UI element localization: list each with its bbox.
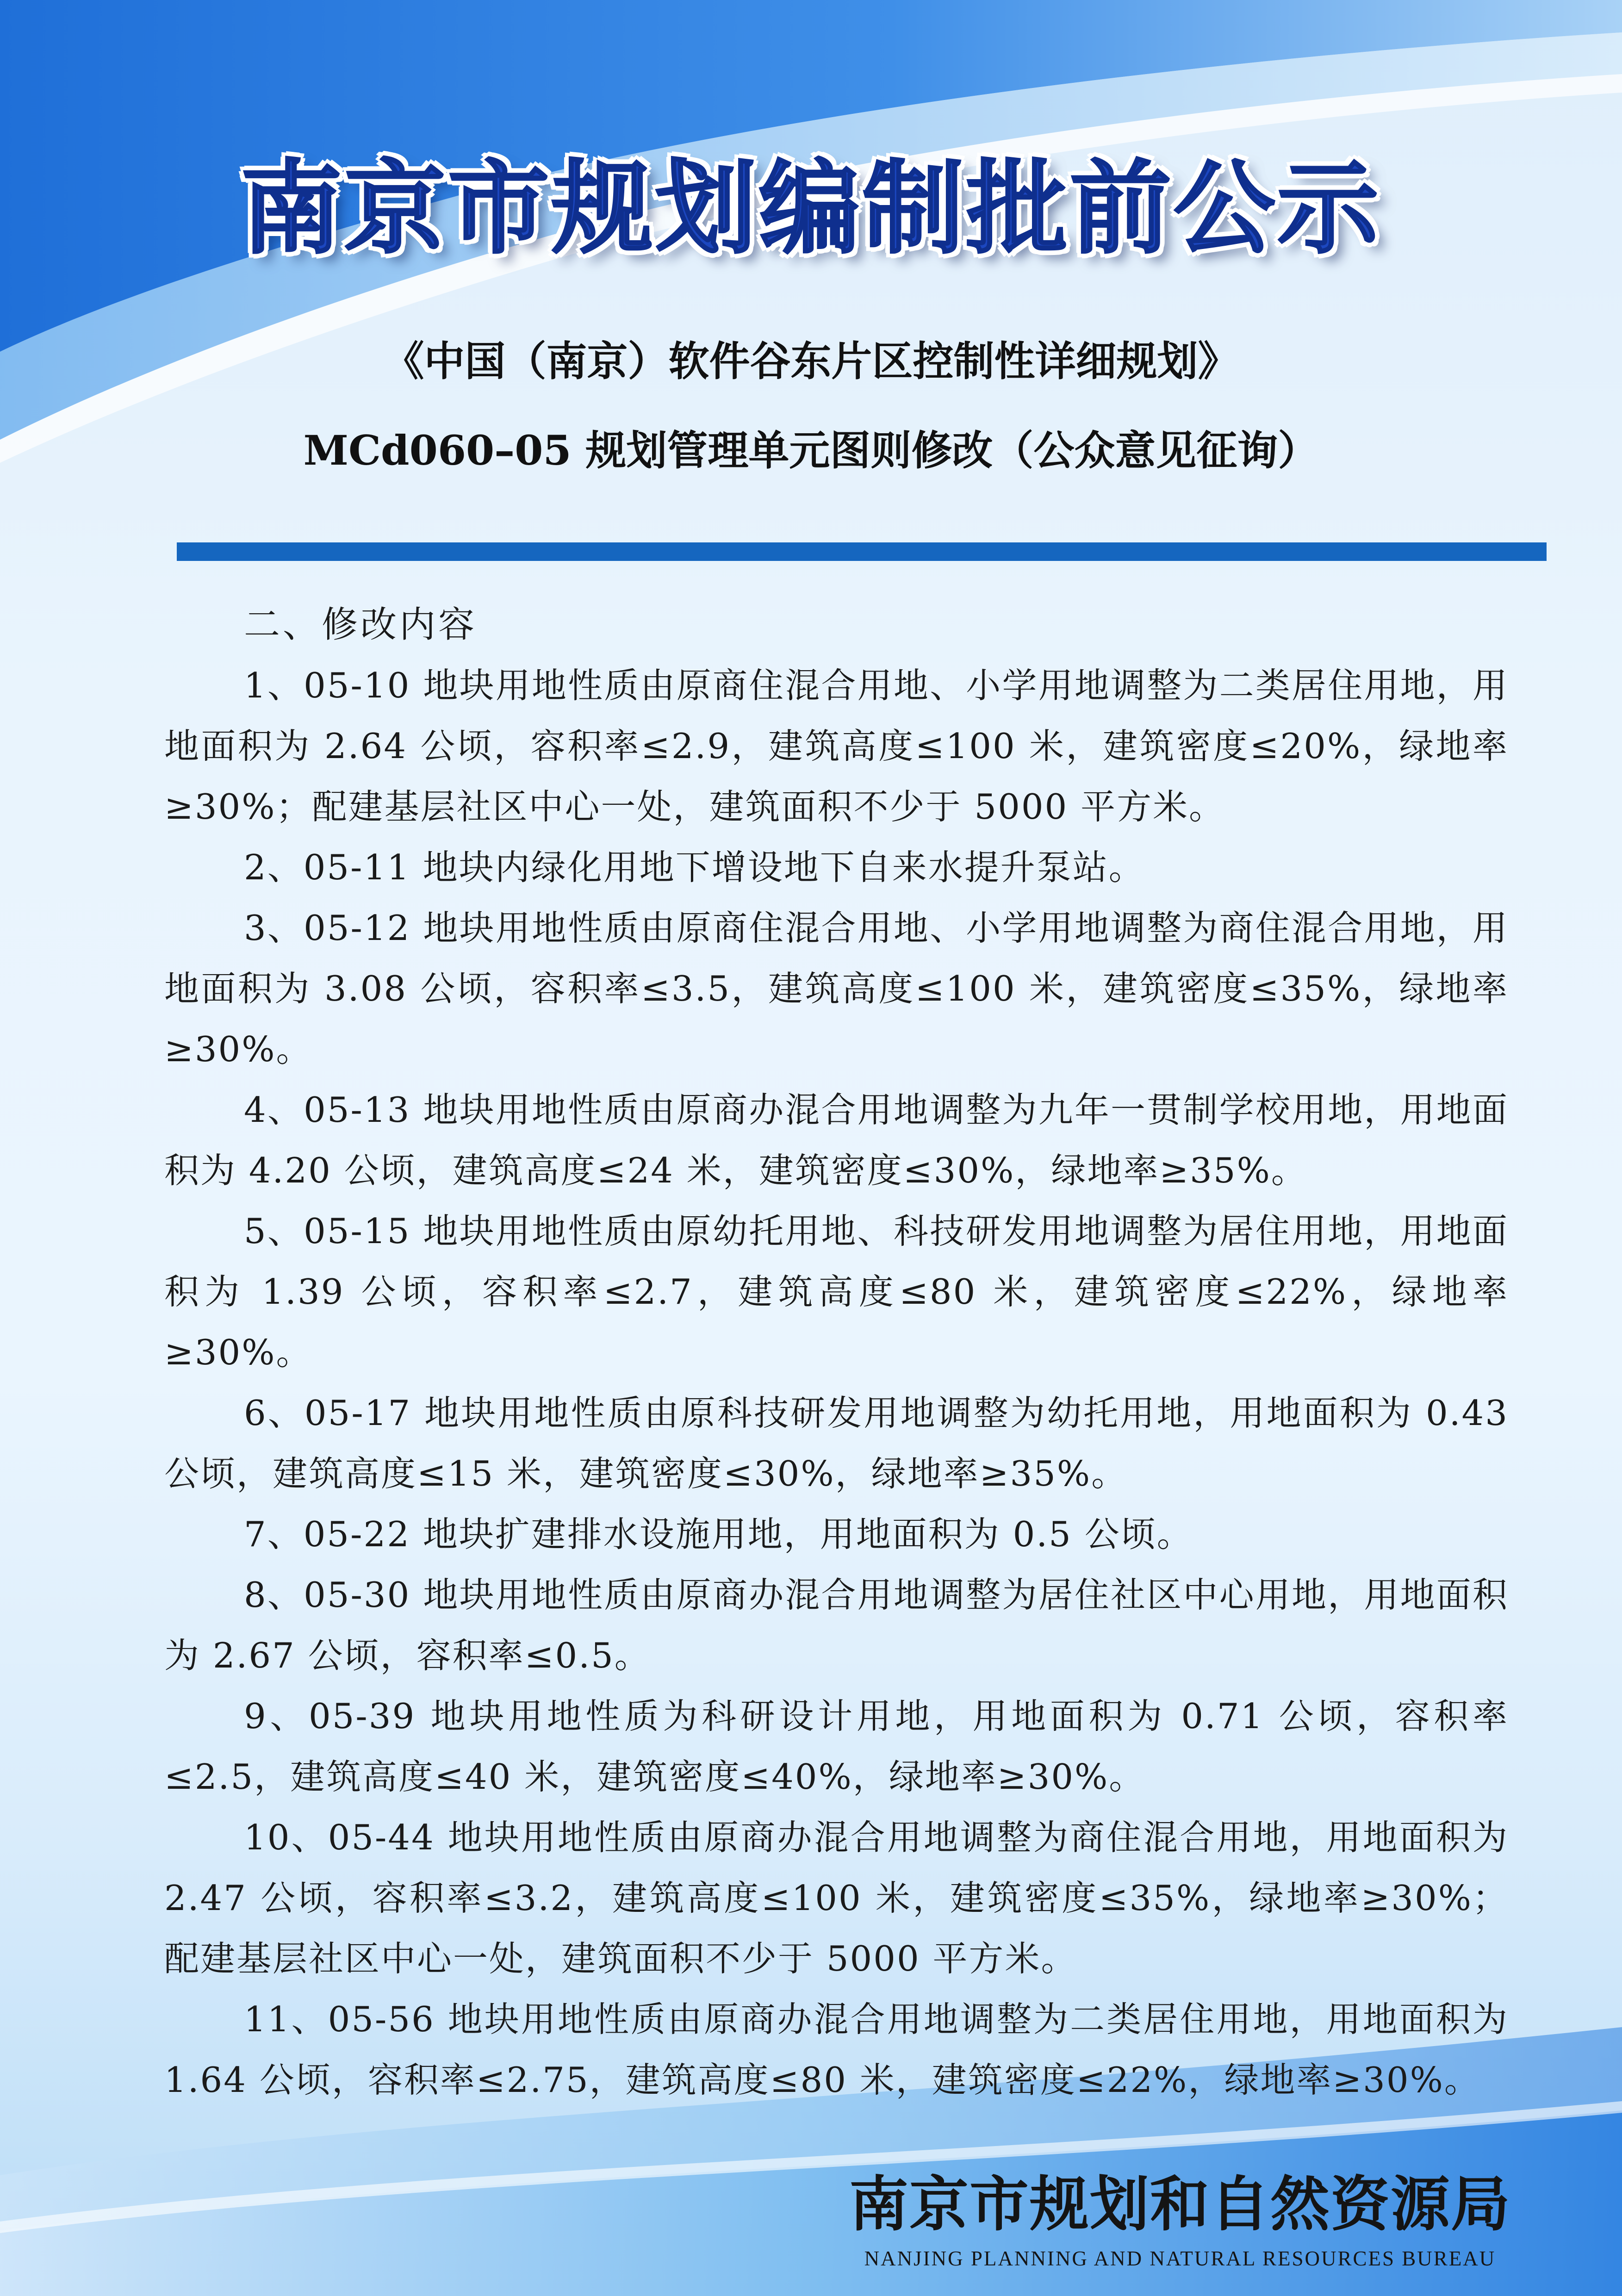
amendment-item: 3、05-12 地块用地性质由原商住混合用地、小学用地调整为商住混合用地，用地面积为 3.08 公顷，容积率≤3.5，建筑高度≤100 米，建筑密度≤35%，绿地率≥30%。 <box>164 908 1509 1070</box>
unit-amendment-title: MCd060–05 规划管理单元图则修改（公众意见征询） <box>303 426 1319 474</box>
amendment-content <box>164 595 1509 2110</box>
amendment-item: 10、05-44 地块用地性质由原商办混合用地调整为商住混合用地，用地面积为 2.47 公顷，容积率≤3.2，建筑高度≤100 米，建筑密度≤35%，绿地率≥30%；配建基层社区中心一处，建筑面积不少于 5000 平方米。 <box>164 1817 1509 1979</box>
amendment-item: 7、05-22 地块扩建排水设施用地，用地面积为 0.5 公顷。 <box>244 1514 1193 1555</box>
amendment-item: 8、05-30 地块用地性质由原商办混合用地调整为居住社区中心用地，用地面积为 2.67 公顷，容积率≤0.5。 <box>164 1574 1509 1676</box>
plan-name: 《中国（南京）软件谷东片区控制性详细规划》 <box>383 337 1239 385</box>
title-divider <box>177 542 1547 561</box>
section-heading: 二、修改内容 <box>244 604 478 646</box>
amendment-item: 6、05-17 地块用地性质由原科技研发用地调整为幼托用地，用地面积为 0.43 公顷，建筑高度≤15 米，建筑密度≤30%，绿地率≥35%。 <box>164 1393 1509 1494</box>
amendment-item: 4、05-13 地块用地性质由原商办混合用地调整为九年一贯制学校用地，用地面积为 4.20 公顷，建筑高度≤24 米，建筑密度≤30%，绿地率≥35%。 <box>164 1089 1509 1191</box>
amendment-item: 11、05-56 地块用地性质由原商办混合用地调整为二类居住用地，用地面积为 1.64 公顷，容积率≤2.75，建筑高度≤80 米，建筑密度≤22%，绿地率≥30%。 <box>164 1999 1509 2100</box>
amendment-item: 9、05-39 地块用地性质为科研设计用地，用地面积为 0.71 公顷，容积率≤2.5，建筑高度≤40 米，建筑密度≤40%，绿地率≥30%。 <box>164 1696 1509 1797</box>
issuer-name-en: NANJING PLANNING AND NATURAL RESOURCES BUREAU <box>864 2247 1496 2270</box>
amendment-item: 5、05-15 地块用地性质由原幼托用地、科技研发用地调整为居住用地，用地面积为 1.39 公顷，容积率≤2.7，建筑高度≤80 米，建筑密度≤22%，绿地率≥30%。 <box>164 1211 1509 1373</box>
amendment-item: 2、05-11 地块内绿化用地下增设地下自来水提升泵站。 <box>244 847 1145 888</box>
issuer-name-cn: 南京市规划和自然资源局 <box>849 2170 1511 2239</box>
amendment-item: 1、05-10 地块用地性质由原商住混合用地、小学用地调整为二类居住用地，用地面积为 2.64 公顷，容积率≤2.9，建筑高度≤100 米，建筑密度≤20%，绿地率≥30%；配建基层社区中心一处，建筑面积不少于 5000 平方米。 <box>164 665 1509 827</box>
page-title: 南京市规划编制批前公示 <box>241 149 1381 268</box>
